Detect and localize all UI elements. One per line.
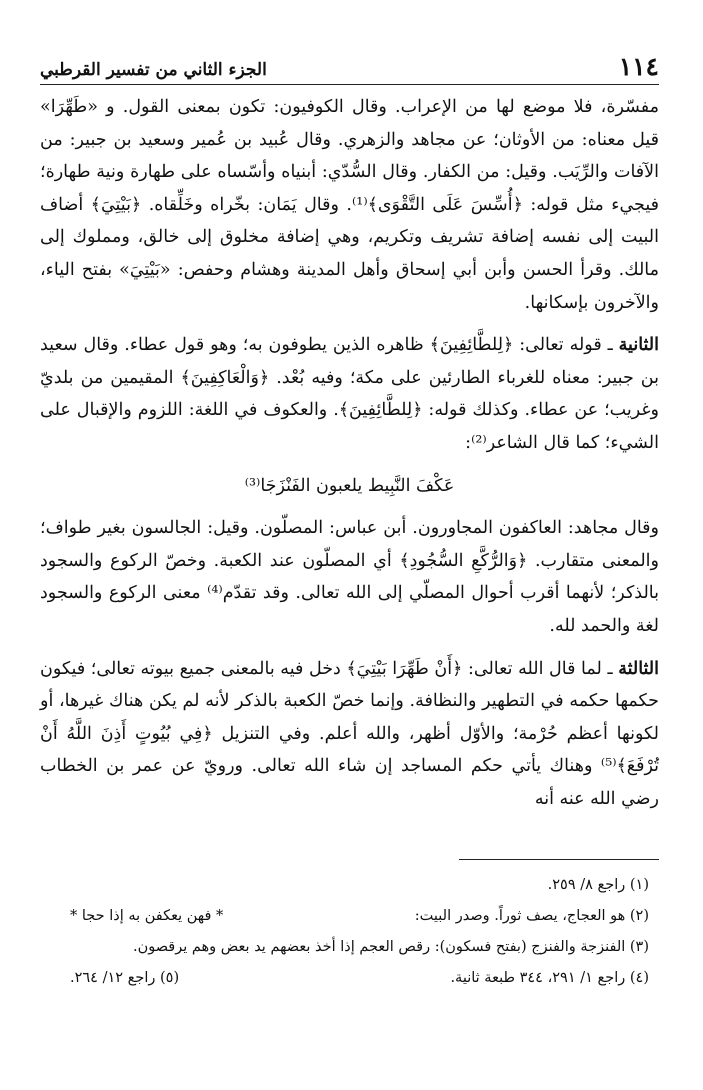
footnote-rule <box>459 859 659 860</box>
section-text-third: ـ لما قال الله تعالى: ﴿أَنْ طَهِّرَا بَيْتِيَ﴾ دخل فيه بالمعنى جميع بيوته تعالى؛ فيكون حكمها حكمه في التطهير والنظافة. وإنما خصّ الكعبة بالذكر لأنه لم يكن هناك غيرها، أو لكونها أعظم حُرْمة؛ والأوّل أظهر، والله أعلم. وفي التنزيل ﴿فِي بُيُوتٍ أَذِنَ اللَّهُ أَنْ تُرْفَعَ﴾⁽⁵⁾ وهناك يأتي حكم المساجد إن شاء الله تعالى. ورويّ عن عمر بن الخطاب رضي الله عنه أنه <box>40 658 659 809</box>
footnote-4-text: (٤) راجع ١/ ٢٩١، ٣٤٤ طبعة ثانية. <box>450 970 649 987</box>
footnote-5-text: (٥) راجع ١٢/ ٢٦٤. <box>70 970 180 987</box>
footnote-3 <box>40 932 649 963</box>
footnote-4-5 <box>40 963 649 994</box>
footnotes <box>40 870 659 994</box>
footnote-2 <box>40 901 649 932</box>
paragraph-third-section <box>40 653 659 816</box>
footnote-1 <box>40 870 649 901</box>
footnote-1-text: (١) راجع ٨/ ٢٥٩. <box>547 877 649 894</box>
footnote-2-text: (٢) هو العجاج، يصف ثوراً. وصدر البيت: <box>414 908 649 925</box>
running-title: الجزء الثاني من تفسير القرطبي <box>40 60 267 80</box>
section-label-second: الثانية <box>618 335 659 356</box>
paragraph-3: وقال مجاهد: العاكفون المجاورون. أبن عباس: المصلّون. وقيل: الجالسون بغير طواف؛ والمعنى متقارب. ﴿وَالرُّكَّعِ السُّجُودِ﴾ أي المصلّون عند الكعبة. وخصّ الركوع والسجود بالذكر؛ لأنهما أقرب أحوال المصلّي إلى الله تعالى. وقد تقدّم⁽⁴⁾ معنى الركوع والسجود لغة والحمد لله. <box>40 518 659 636</box>
paragraph-1: مفسّرة، فلا موضع لها من الإعراب. وقال الكوفيون: تكون بمعنى القول. و «طَهِّرَا» قيل معناه: من الأوثان؛ عن مجاهد والزهري. وقال عُبيد بن عُمير وسعيد بن جبير: من الآفات والرِّيَب. وقيل: من الكفار. وقال السُّدّي: أبنياه وأسّساه على طهارة ونية طهارة؛ فيجيء مثل قوله: ﴿أُسِّسَ عَلَى التَّقْوَى﴾⁽¹⁾. وقال يَمَان: بخّراه وخَلِّقاه. ﴿بَيْتِيَ﴾ أضاف البيت إلى نفسه إضافة تشريف وتكريم، وهي إضافة مخلوق إلى خالق، ومملوك إلى مالك. وقرأ الحسن وأبن أبي إسحاق وأهل المدينة وهشام وحفص: «بَيْتِيَ» بفتح الياء، والآخرون بإسكانها. <box>40 97 659 313</box>
page-header <box>40 52 659 84</box>
header-rule <box>40 84 659 85</box>
paragraph-second-section <box>40 329 659 459</box>
section-label-third: الثالثة <box>618 658 660 679</box>
page-body <box>40 91 659 815</box>
poetry-verse: عَكْفَ النَّبِيط يلعبون الفَنْزَجَا⁽³⁾ <box>244 475 455 496</box>
footnote-2-verse: * فهن يعكفن به إذا حجا * <box>70 908 224 925</box>
footnote-3-text: (٣) الفنزجة والفنزج (بفتح فسكون): رقص العجم إذا أخذ بعضهم يد بعض وهم يرقصون. <box>132 939 649 956</box>
section-text-second: ـ قوله تعالى: ﴿لِلطَّائِفِينَ﴾ ظاهره الذين يطوفون به؛ وهو قول عطاء. وقال سعيد بن جبير: معناه للغرباء الطارئين على مكة؛ وفيه بُعْد. ﴿وَالْعَاكِفِينَ﴾ المقيمين من بلديّ وغريب؛ عن عطاء. وكذلك قوله: ﴿لِلطَّائِفِينَ﴾. والعكوف في اللغة: اللزوم والإقبال على الشيء؛ كما قال الشاعر⁽²⁾: <box>40 335 659 453</box>
page-number: ١١٤ <box>618 52 659 81</box>
